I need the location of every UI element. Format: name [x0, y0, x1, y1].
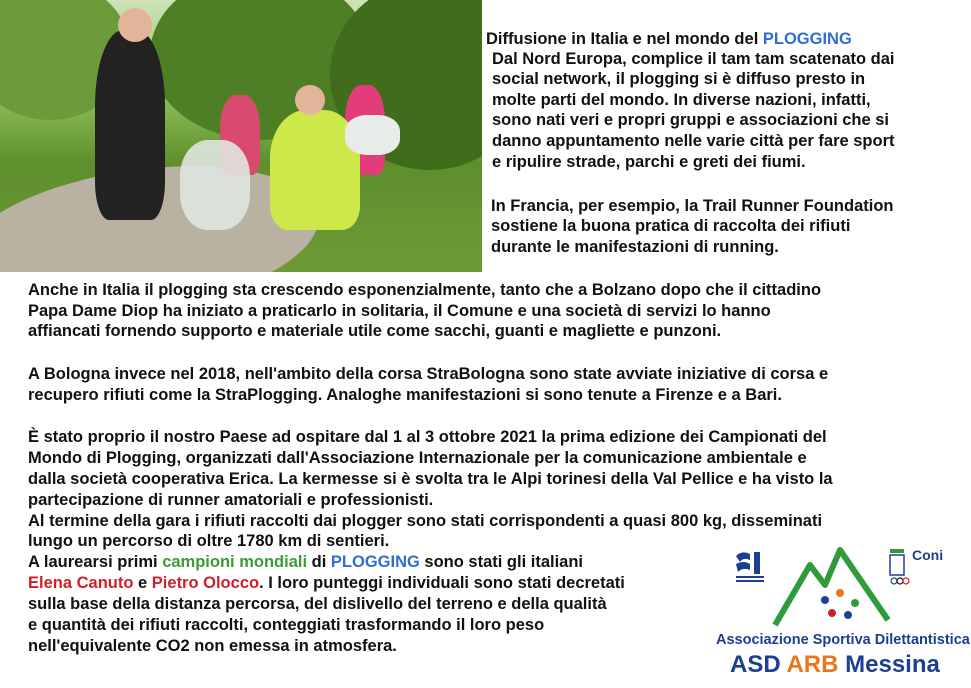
body-line: affiancati fornendo supporto e materiale utile come sacchi, guanti e magliette e punzoni.	[28, 322, 722, 340]
csi-logo	[732, 548, 768, 584]
top-line: Dal Nord Europa, complice il tam tam scatenato dai	[492, 50, 895, 68]
coni-label: Coni	[912, 547, 944, 563]
top-line: molte parti del mondo. In diverse nazioni, infatti,	[492, 91, 871, 109]
body-line: Anche in Italia il plogging sta crescendo esponenzialmente, tanto che a Bolzano dopo che il cittadino	[28, 281, 822, 299]
mountain-logo	[770, 545, 895, 630]
top-line: danno appuntamento nelle varie città per fare sport	[492, 132, 895, 150]
winner-name-1: Elena Canuto	[28, 574, 134, 592]
section-title: Diffusione in Italia e nel mondo del PLOGGING	[486, 30, 852, 48]
runner-head	[295, 85, 325, 115]
body-line: Papa Dame Diop ha iniziato a praticarlo in solitaria, il Comune e una società di servizi lo hanno	[28, 302, 771, 320]
plogging-photo	[0, 0, 482, 272]
body-line: È stato proprio il nostro Paese ad ospitare dal 1 al 3 ottobre 2021 la prima edizione dei Campionati del	[28, 428, 827, 446]
winners-line: e quantità dei rifiuti raccolti, conteggiati trasformando il loro peso	[28, 616, 545, 634]
runner-figure	[95, 30, 165, 220]
trash-bag	[345, 115, 400, 155]
body-line: Al termine della gara i rifiuti raccolti dai plogger sono stati corrispondenti a quasi 800 kg, disseminati	[28, 512, 823, 530]
top-line: social network, il plogging si è diffuso presto in	[492, 70, 866, 88]
runner-head	[118, 8, 152, 42]
body-line: partecipazione di runner amatoriali e professionisti.	[28, 491, 434, 509]
winners-line: nell'equivalente CO2 non emessa in atmosfera.	[28, 637, 397, 655]
top-line: e ripulire strade, parchi e greti dei fiumi.	[492, 153, 806, 171]
campioni-highlight: campioni mondiali	[162, 553, 308, 571]
body-line: lungo un percorso di oltre 1780 km di sentieri.	[28, 532, 390, 550]
association-acronym: ASD ARB Messina	[730, 651, 940, 678]
coni-logo	[888, 547, 958, 587]
body-line: Mondo di Plogging, organizzati dall'Associazione Internazionale per la comunicazione ambientale e	[28, 449, 807, 467]
plogging-highlight: PLOGGING	[330, 553, 420, 571]
winner-name-2: Pietro Olocco	[151, 574, 260, 592]
body-line: A Bologna invece nel 2018, nell'ambito della corsa StraBologna sono state avviate iniziative di corsa e	[28, 365, 829, 383]
winners-line: sulla base della distanza percorsa, del dislivello del terreno e della qualità	[28, 595, 607, 613]
top-line: sono nati veri e propri gruppi e associazioni che si	[492, 111, 890, 129]
body-line: dalla società cooperativa Erica. La kermesse si è svolta tra le Alpi torinesi della Val Pellice e ha visto la	[28, 470, 833, 488]
francia-line: sostiene la buona pratica di raccolta dei rifiuti	[491, 217, 851, 235]
francia-line: In Francia, per esempio, la Trail Runner Foundation	[491, 197, 894, 215]
francia-line: durante le manifestazioni di running.	[491, 238, 779, 256]
trash-bag	[180, 140, 250, 230]
winners-names-line: Elena Canuto e Pietro Olocco. I loro punteggi individuali sono stati decretati	[28, 574, 625, 592]
body-line: recupero rifiuti come la StraPlogging. Analoghe manifestazioni si sono tenute a Firenze e a Bari.	[28, 386, 782, 404]
association-name: Associazione Sportiva Dilettantistica	[716, 632, 970, 648]
winners-line: A laurearsi primi campioni mondiali di PLOGGING sono stati gli italiani	[28, 553, 584, 571]
